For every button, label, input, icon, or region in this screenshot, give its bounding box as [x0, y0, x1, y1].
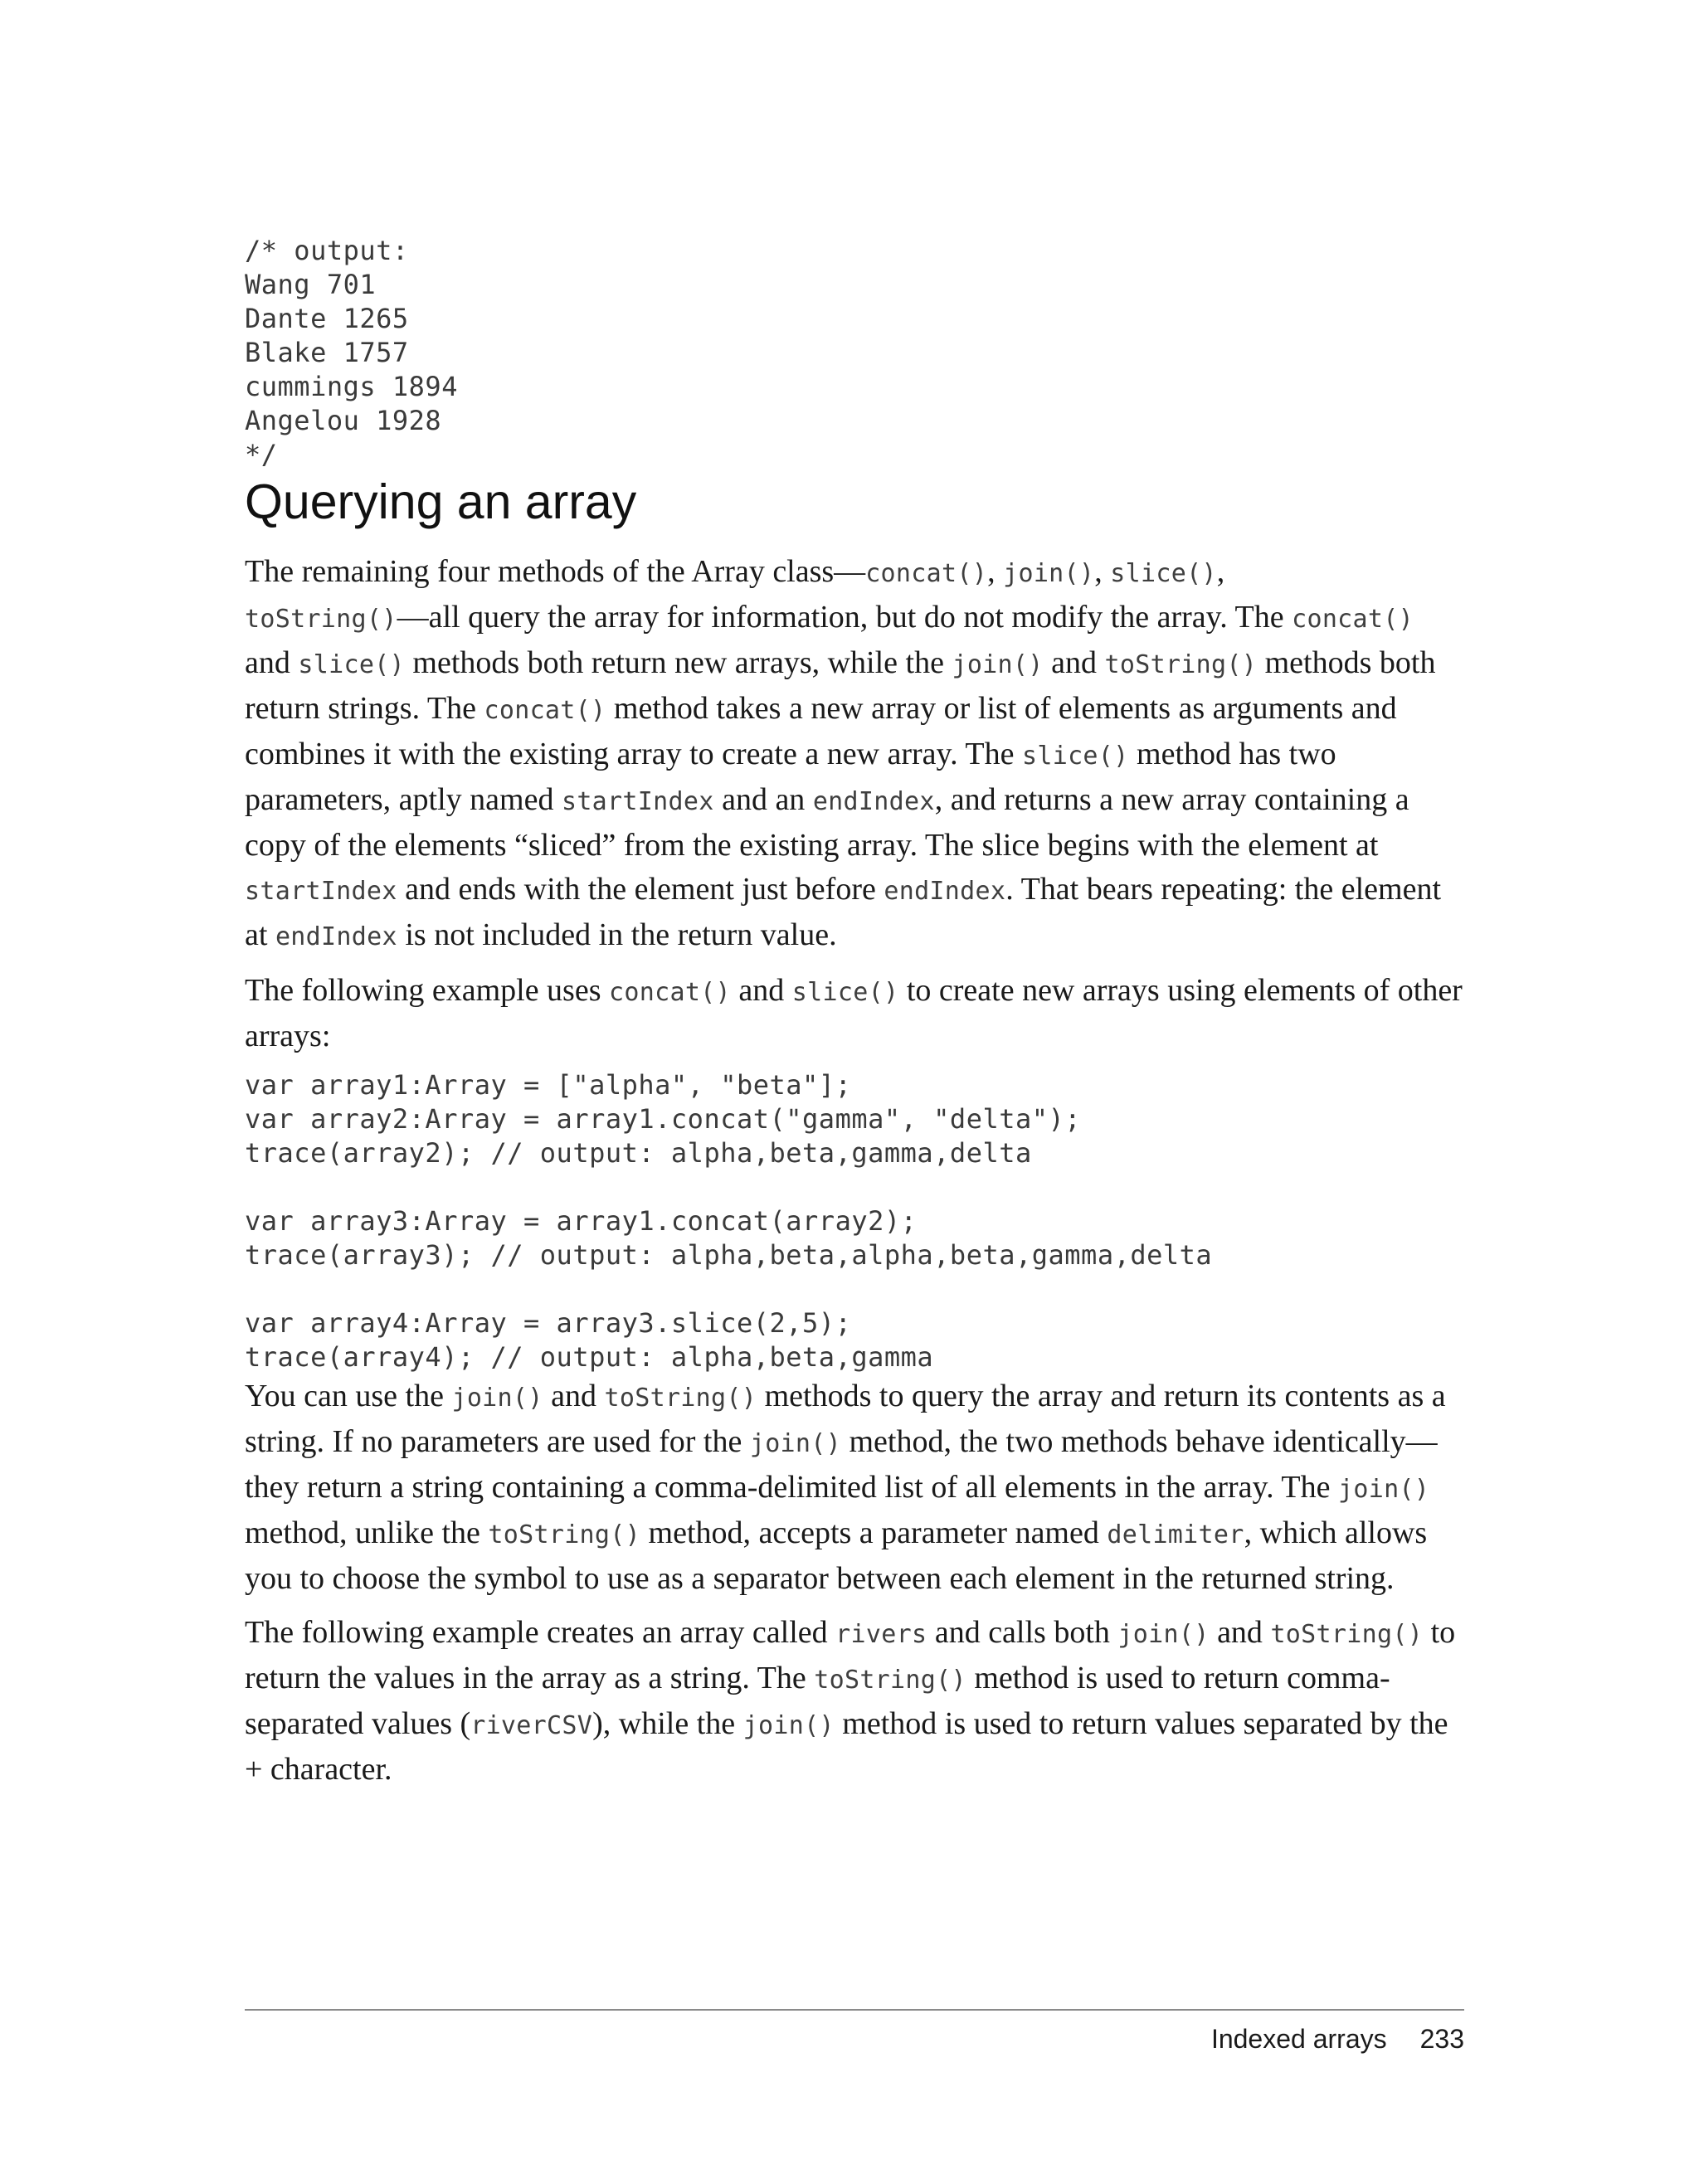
text-run: , — [1094, 554, 1111, 589]
inline-code: toString() — [814, 1666, 966, 1695]
inline-code: slice() — [791, 978, 899, 1007]
paragraph-example-intro — [245, 969, 1464, 1058]
inline-code: slice() — [1021, 742, 1129, 771]
text-run: method has two parameters, aptly named — [245, 737, 1336, 817]
text-run: and calls both — [927, 1615, 1118, 1650]
text-run: method takes a new array or list of elements as arguments and combines it with the existing array to create a new array. The — [245, 691, 1397, 771]
inline-code: endIndex — [275, 922, 397, 951]
text-run: and — [245, 645, 299, 680]
inline-code: concat() — [609, 978, 731, 1007]
text-run: ), while the — [592, 1706, 743, 1741]
code-example-block: var array1:Array = ["alpha", "beta"]; var array2:Array = array1.concat("gamma", "delta"); trace(array2); // output: alpha,beta,gamma,delta var array3:Array = array1.concat(array2); trace(array3); // output: alpha,beta,alpha,beta,gamma,delta var array4:Array = array3.slice(2,5); trace(array4); // output: alpha,beta,gamma — [245, 1069, 1213, 1373]
text-run: , and returns a new array containing a copy of the elements “sliced” from the existing array. The slice begins with the element at — [245, 782, 1409, 863]
text-run: , which allows you to choose the symbol to use as a separator between each element in the returned string. — [245, 1515, 1428, 1596]
inline-code: toString() — [1270, 1620, 1424, 1649]
text-run: method, the two methods behave identically—they return a string containing a comma-delimited list of all elements in the array. The — [245, 1424, 1438, 1505]
inline-code: rivers — [835, 1620, 927, 1649]
code-output-block: /* output: Wang 701 Dante 1265 Blake 1757 cummings 1894 Angelou 1928 */ — [245, 235, 458, 470]
text-run: The following example creates an array called — [245, 1615, 836, 1650]
inline-code: toString() — [604, 1384, 757, 1413]
text-run: methods to query the array and return its contents as a string. If no parameters are used for the — [245, 1379, 1446, 1459]
text-run: method is used to return comma-separated values ( — [245, 1661, 1390, 1741]
inline-code: join() — [742, 1711, 835, 1740]
inline-code: startIndex — [245, 877, 397, 906]
inline-code: join() — [749, 1429, 841, 1458]
inline-code: toString() — [1104, 650, 1258, 679]
text-run: method is used to return values separated by the + character. — [245, 1706, 1448, 1787]
text-run: and — [543, 1379, 605, 1413]
text-run: , — [987, 554, 1004, 589]
text-run: methods both return strings. The — [245, 645, 1436, 726]
inline-code: join() — [1337, 1475, 1430, 1504]
inline-code: endIndex — [812, 787, 935, 816]
page-number: 233 — [1419, 2024, 1464, 2054]
footer-section-title: Indexed arrays — [1210, 2024, 1387, 2054]
text-run: and an — [713, 782, 813, 817]
paragraph-querying-methods — [245, 550, 1464, 959]
text-run: , — [1216, 554, 1225, 589]
text-run: and — [730, 973, 792, 1008]
inline-code: delimiter — [1107, 1520, 1244, 1549]
text-run: to create new arrays using elements of other arrays: — [245, 973, 1463, 1053]
page-content — [245, 234, 1464, 1802]
inline-code: join() — [952, 650, 1044, 679]
inline-code: slice() — [1110, 559, 1217, 588]
paragraph-rivers-example — [245, 1611, 1464, 1792]
text-run: The following example uses — [245, 973, 610, 1008]
inline-code: endIndex — [884, 877, 1006, 906]
page-footer — [1211, 2022, 1464, 2055]
text-run: The remaining four methods of the Array class— — [245, 554, 866, 589]
text-run: and — [1043, 645, 1105, 680]
text-run: and — [1209, 1615, 1271, 1650]
inline-code: join() — [451, 1384, 543, 1413]
text-run: method, unlike the — [245, 1515, 489, 1550]
text-run: —all query the array for information, but do not modify the array. The — [397, 600, 1293, 635]
inline-code: toString() — [245, 605, 397, 634]
inline-code: startIndex — [561, 787, 714, 816]
text-run: methods both return new arrays, while the — [404, 645, 952, 680]
text-run: to return the values in the array as a string. The — [245, 1615, 1456, 1695]
inline-code: riverCSV — [470, 1711, 593, 1740]
text-run: is not included in the return value. — [397, 917, 837, 952]
text-run: method, accepts a parameter named — [640, 1515, 1108, 1550]
footer-divider — [245, 2009, 1464, 2011]
inline-code: concat() — [865, 559, 988, 588]
inline-code: concat() — [484, 696, 606, 725]
section-heading: Querying an array — [245, 474, 637, 529]
inline-code: slice() — [298, 650, 405, 679]
inline-code: concat() — [1292, 605, 1414, 634]
text-run: You can use the — [245, 1379, 452, 1413]
text-run: . That bears repeating: the element at — [245, 872, 1441, 952]
inline-code: toString() — [488, 1520, 641, 1549]
inline-code: join() — [1003, 559, 1095, 588]
inline-code: join() — [1117, 1620, 1210, 1649]
paragraph-join-tostring — [245, 1374, 1464, 1601]
text-run: and ends with the element just before — [397, 872, 884, 907]
